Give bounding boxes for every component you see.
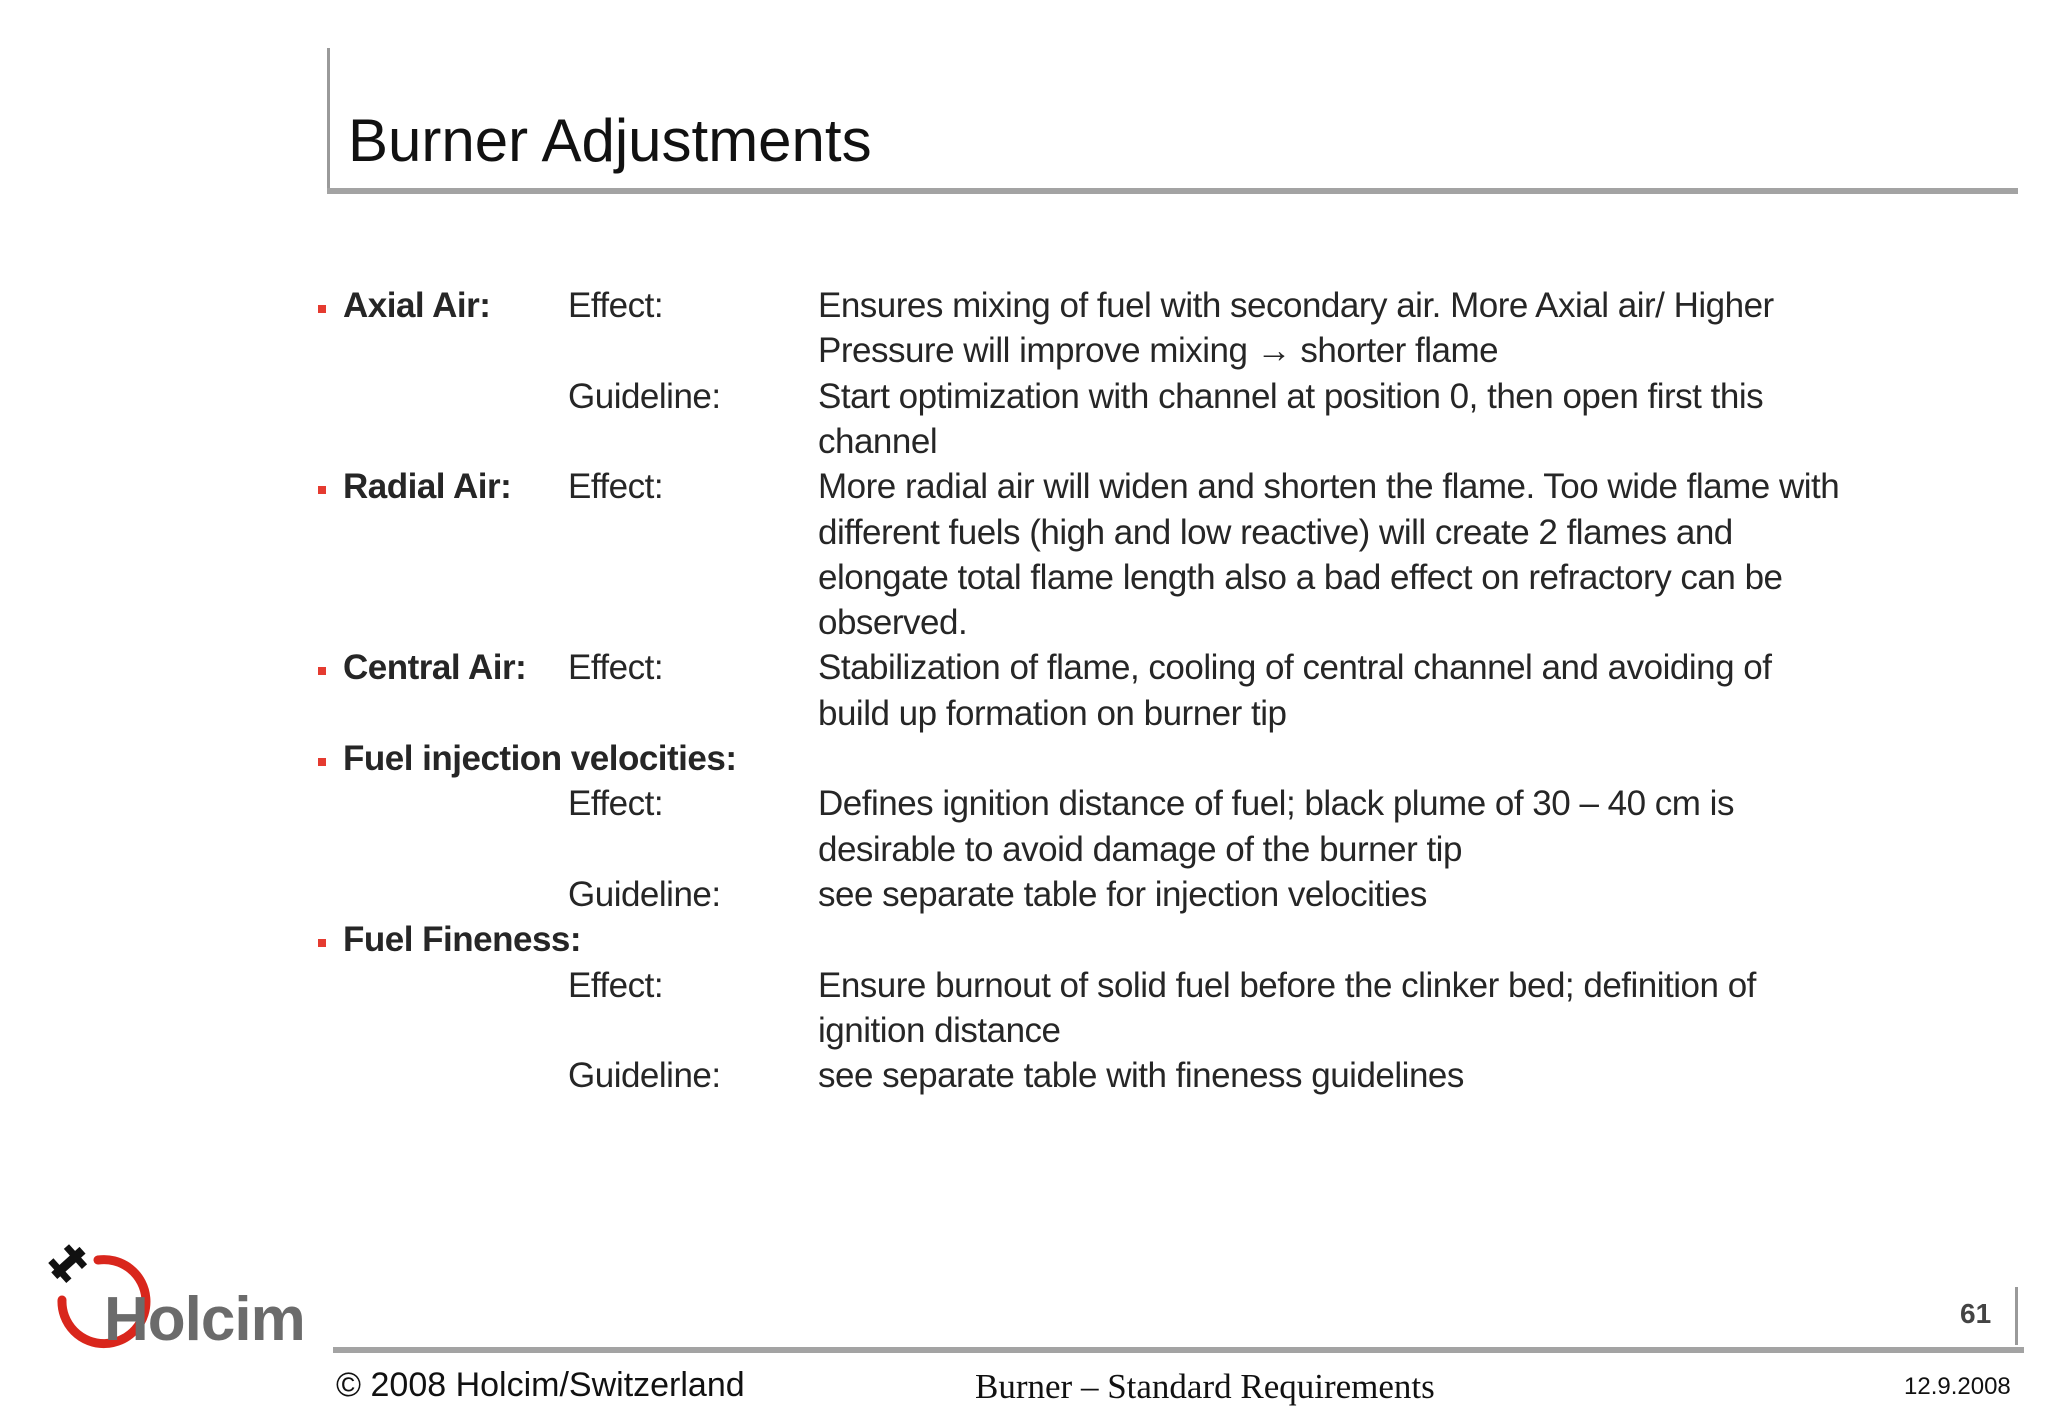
bullet-icon (318, 758, 326, 766)
document-title: Burner – Standard Requirements (975, 1367, 1435, 1406)
slide-title: Burner Adjustments (348, 107, 872, 174)
row-label: Effect: (568, 467, 664, 507)
row-label: Guideline: (568, 1056, 721, 1096)
content-row (0, 510, 2048, 556)
content-row (0, 328, 2048, 374)
page-number-rule (2015, 1287, 2018, 1345)
row-topic: Fuel Fineness: (343, 920, 582, 960)
bullet-icon (318, 939, 326, 947)
content-row (0, 374, 2048, 420)
row-label: Effect: (568, 784, 664, 824)
row-text: Ensures mixing of fuel with secondary air. More Axial air/ Higher (818, 286, 1774, 325)
content-row (0, 1008, 2048, 1054)
row-topic: Axial Air: (343, 286, 491, 325)
content-row (0, 600, 2048, 646)
row-text: ignition distance (818, 1010, 1061, 1050)
content-row (0, 419, 2048, 465)
row-text: Stabilization of flame, cooling of central channel and avoiding of (818, 648, 1772, 688)
row-text: Defines ignition distance of fuel; black plume of 30 – 40 cm is (818, 784, 1734, 824)
content-row (0, 827, 2048, 873)
content-row (0, 781, 2048, 827)
row-text: Pressure will improve mixing → shorter flame (818, 331, 1499, 371)
row-topic: Fuel injection velocities: (343, 739, 737, 778)
row-topic: Radial Air: (343, 467, 512, 507)
bullet-icon (318, 305, 326, 313)
row-label: Guideline: (568, 376, 721, 416)
row-text: different fuels (high and low reactive) will create 2 flames and (818, 512, 1733, 552)
row-text: elongate total flame length also a bad effect on refractory can be (818, 557, 1783, 597)
row-text: desirable to avoid damage of the burner tip (818, 829, 1462, 869)
row-text: see separate table for injection velocities (818, 874, 1427, 914)
content-row (0, 736, 2048, 782)
footer-rule (333, 1347, 2024, 1353)
row-text: Ensure burnout of solid fuel before the clinker bed; definition of (818, 965, 1756, 1005)
row-label: Effect: (568, 286, 664, 325)
content-row (0, 555, 2048, 601)
content-row (0, 283, 2048, 329)
row-label: Effect: (568, 648, 664, 688)
content-row (0, 645, 2048, 691)
content-row (0, 464, 2048, 510)
content-row (0, 872, 2048, 918)
row-label: Guideline: (568, 874, 721, 914)
content-row (0, 691, 2048, 737)
row-text: observed. (818, 603, 968, 643)
copyright-text: © 2008 Holcim/Switzerland (336, 1366, 745, 1404)
row-text: More radial air will widen and shorten the flame. Too wide flame with (818, 467, 1840, 507)
bullet-icon (318, 486, 326, 494)
row-topic: Central Air: (343, 648, 527, 688)
row-text: see separate table with fineness guidelines (818, 1056, 1464, 1096)
logo-wordmark: Holcim (104, 1285, 305, 1354)
row-text: build up formation on burner tip (818, 693, 1287, 733)
footer-date: 12.9.2008 (1904, 1373, 2011, 1400)
row-text: channel (818, 421, 938, 461)
content-row (0, 963, 2048, 1009)
row-label: Effect: (568, 965, 664, 1005)
row-text: Start optimization with channel at position 0, then open first this (818, 376, 1764, 416)
bullet-icon (318, 667, 326, 675)
content-row (0, 1053, 2048, 1099)
content-row (0, 917, 2048, 963)
page-number: 61 (1960, 1298, 1992, 1329)
